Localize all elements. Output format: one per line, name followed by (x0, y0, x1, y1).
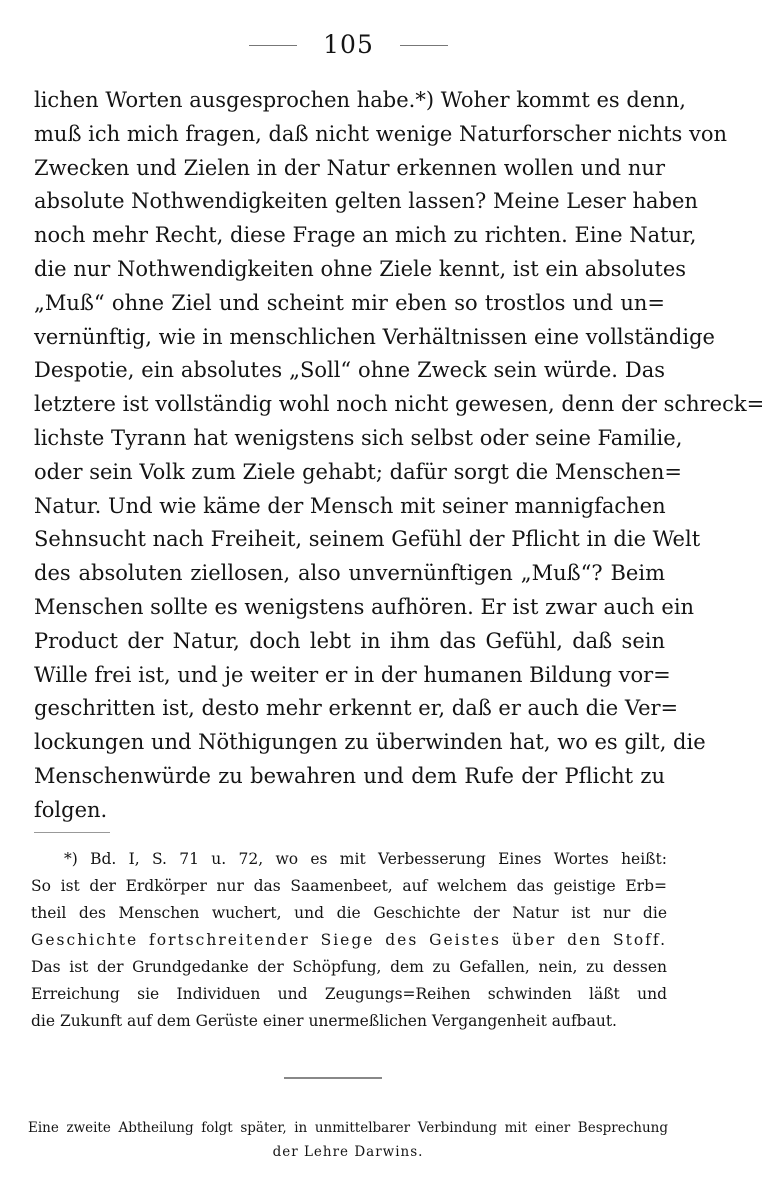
body-line: des absoluten ziellosen, also unvernünftigen „Muß“? Beim (34, 561, 665, 586)
body-line-last: folgen. (34, 797, 108, 822)
body-line: vernünftig, wie in menschlichen Verhältnissen eine vollständige (34, 324, 715, 349)
body-line: die nur Nothwendigkeiten ohne Ziele kennt, ist ein absolutes (34, 256, 687, 281)
body-line: „Muß“ ohne Ziel und scheint mir eben so trostlos und un= (34, 290, 665, 315)
body-line: Product der Natur, doch lebt in ihm das Gefühl, daß sein (34, 628, 665, 653)
body-line: letztere ist vollständig wohl noch nicht gewesen, denn der schreck= (34, 392, 764, 417)
closing-note-line: der Lehre Darwins. (272, 1144, 424, 1160)
body-line: lichste Tyrann hat wenigstens sich selbst oder seine Familie, (34, 425, 683, 450)
body-line: Wille frei ist, und je weiter er in der humanen Bildung vor= (34, 662, 671, 687)
body-line: muß ich mich fragen, daß nicht wenige Naturforscher nichts von (34, 121, 727, 146)
body-line: noch mehr Recht, diese Frage an mich zu richten. Eine Natur, (34, 223, 697, 248)
body-paragraph (34, 84, 764, 828)
footnote-line: So ist der Erdkörper nur das Saamenbeet, auf welchem das geistige Erb= (31, 877, 667, 895)
page-number: 105 (323, 30, 374, 59)
footnote-line-spaced: Geschichte fortschreitender Siege des Geistes über den Stoff. (31, 931, 667, 949)
body-line: Despotie, ein absolutes „Soll“ ohne Zweck sein würde. Das (34, 358, 665, 383)
body-line: Zwecken und Zielen in der Natur erkennen wollen und nur (34, 155, 665, 180)
header-rule-right (400, 45, 448, 46)
footnote-line: Erreichung sie Individuen und Zeugungs=Reihen schwinden läßt und (31, 985, 667, 1003)
footnote (31, 846, 667, 1035)
body-line: Natur. Und wie käme der Mensch mit seiner mannigfachen (34, 493, 666, 518)
body-line: Menschenwürde zu bewahren und dem Rufe der Pflicht zu (34, 763, 665, 788)
footnote-separator (34, 832, 110, 833)
closing-rule (284, 1077, 382, 1079)
closing-note (28, 1116, 668, 1164)
body-line: geschritten ist, desto mehr erkennt er, daß er auch die Ver= (34, 696, 679, 721)
body-line: absolute Nothwendigkeiten gelten lassen? Meine Leser haben (34, 189, 698, 214)
body-line: lichen Worten ausgesprochen habe.*) Woher kommt es denn, (34, 88, 686, 112)
footnote-line: theil des Menschen wuchert, und die Geschichte der Natur ist nur die (31, 904, 667, 922)
page-header (0, 30, 697, 60)
footnote-line: Das ist der Grundgedanke der Schöpfung, dem zu Gefallen, nein, zu dessen (31, 958, 667, 976)
body-line: oder sein Volk zum Ziele gehabt; dafür sorgt die Menschen= (34, 459, 682, 484)
body-line: Menschen sollte es wenigstens aufhören. Er ist zwar auch ein (34, 594, 695, 619)
footnote-line-last: die Zukunft auf dem Gerüste einer unermeßlichen Vergangenheit aufbaut. (31, 1012, 617, 1030)
footnote-line: *) Bd. I, S. 71 u. 72, wo es mit Verbesserung Eines Wortes heißt: (64, 850, 667, 868)
body-line: Sehnsucht nach Freiheit, seinem Gefühl der Pflicht in die Welt (34, 527, 701, 552)
body-line: lockungen und Nöthigungen zu überwinden hat, wo es gilt, die (34, 730, 706, 755)
closing-note-line: Eine zweite Abtheilung folgt später, in unmittelbarer Verbindung mit einer Besprechung (28, 1120, 668, 1136)
header-rule-left (249, 45, 297, 46)
